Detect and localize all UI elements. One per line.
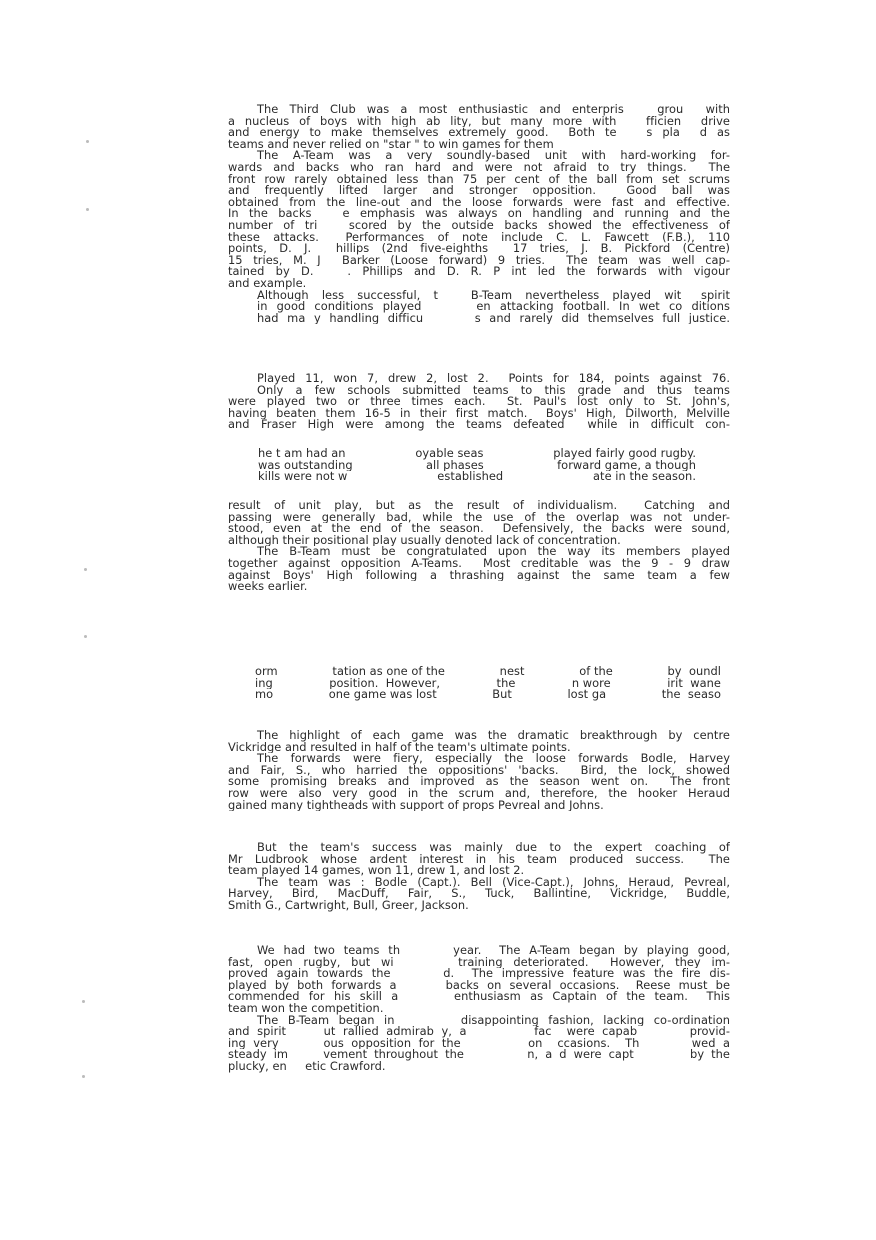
text-line: The team was : Bodle (Capt.). Bell (Vice-Capt.), Johns, Heraud, Pevreal,: [257, 876, 730, 889]
text-line: Only a few schools submitted teams to this grade and thus teams: [257, 384, 730, 397]
text-line: and Fraser High were among the teams defeated while in difficult con-: [228, 419, 730, 431]
text-line: team played 14 games, won 11, drew 1, and lost 2.: [228, 865, 525, 877]
fragment: the: [496, 677, 516, 690]
text-line: The Third Club was a most enthusiastic and enterpris grou with: [257, 104, 730, 116]
text-line: a nucleus of boys with high ab lity, but many more with fficien drive: [228, 115, 730, 128]
scan-speck: [82, 1000, 85, 1003]
scan-speck: [84, 635, 87, 638]
text-line: were played two or three times each. St. Paul's lost only to St. John's,: [228, 396, 730, 408]
fragment: was outstanding: [258, 459, 353, 472]
text-line: steady im vement throughout the n, a d were capt by the: [228, 1049, 730, 1061]
fragment: nest: [499, 666, 525, 678]
text-line: together against opposition A-Teams. Most creditable was the 9 - 9 draw: [228, 557, 730, 570]
fragment: n wore: [571, 677, 611, 690]
text-line: points, D. J. hillips (2nd five-eighths 17 tries, J. B. Pickford (Centre): [228, 243, 730, 255]
text-line: Smith G., Cartwright, Bull, Greer, Jackson.: [228, 899, 469, 912]
text-line: Mr Ludbrook whose ardent interest in his team produced success. The: [228, 853, 730, 866]
two-teams-report: [228, 945, 730, 1073]
text-line: some promising breaks and improved as the season went on. The front: [228, 776, 730, 788]
text-line: front row rarely obtained less than 75 per cent of the ball from set scrums: [228, 173, 730, 186]
text-line: ing very ous opposition for the on ccasions. Th wed a: [228, 1037, 730, 1050]
text-line: these attacks. Performances of note include C. L. Fawcett (F.B.), 110: [228, 231, 730, 244]
fragment: of the: [579, 666, 613, 678]
text-line: fast, open rugby, but wi training deteriorated. However, they im-: [228, 956, 730, 969]
scan-speck: [84, 568, 87, 571]
text-line: The B-Team began in disappointing fashion, lacking co-ordination: [257, 1014, 730, 1027]
text-line: The A-Team was a very soundly-based unit with hard-working for-: [257, 150, 730, 162]
text-line: team won the competition.: [228, 1002, 384, 1015]
team-coaching-report: [228, 842, 730, 912]
damaged-text-fragments: [258, 448, 696, 483]
fragment-row: [255, 689, 721, 701]
fragment: oyable seas: [415, 448, 484, 460]
text-line: and frequently lifted larger and stronger opposition. Good ball was: [228, 185, 730, 197]
text-line: commended for his skill a enthusiasm as Captain of the team. This: [228, 991, 730, 1003]
text-line: plucky, en etic Crawford.: [228, 1060, 386, 1073]
text-line: Played 11, won 7, drew 2, lost 2. Points for 184, points against 76.: [257, 373, 730, 385]
damaged-text-fragments: [255, 666, 721, 701]
text-line: obtained from the line-out and the loose forwards were fast and effective.: [228, 196, 730, 209]
text-line: having beaten them 16-5 in their first match. Boys' High, Dilworth, Melville: [228, 407, 730, 420]
text-line: and Fair, S., who harried the oppositions' 'backs. Bird, the lock, showed: [228, 764, 730, 777]
text-line: passing were generally bad, while the use of the overlap was not under-: [228, 511, 730, 524]
fragment: ing: [255, 677, 273, 690]
fragment-row: [258, 448, 696, 460]
text-line: stood, even at the end of the season. Defensively, the backs were sound,: [228, 523, 730, 535]
fragment: mo: [255, 689, 274, 701]
text-line: 15 tries, M. J Barker (Loose forward) 9 tries. The team was well cap-: [228, 254, 730, 267]
scan-speck: [86, 140, 89, 143]
text-line: in good conditions played en attacking football. In wet co ditions: [257, 301, 730, 313]
text-line: In the backs e emphasis was always on handling and running and the: [228, 208, 730, 220]
fragment: tation as one of the: [332, 666, 445, 678]
grade-results-continued: [228, 500, 730, 593]
fragment: one game was lost: [328, 689, 437, 701]
text-line: gained many tightheads with support of props Pevreal and Johns.: [228, 799, 604, 812]
scan-speck: [86, 208, 89, 211]
grade-results-report: [228, 373, 730, 431]
text-line: and energy to make themselves extremely good. Both te s pla d as: [228, 127, 730, 139]
text-line: The forwards were fiery, especially the loose forwards Bodle, Harvey: [257, 753, 730, 765]
third-club-report: [228, 104, 730, 324]
fragment: ate in the season.: [593, 471, 696, 483]
fragment: the seaso: [661, 689, 721, 701]
text-line: and example.: [228, 277, 307, 290]
fragment-row: [258, 471, 696, 483]
text-line: The highlight of each game was the dramatic breakthrough by centre: [257, 730, 730, 742]
fragment-row: [255, 678, 721, 690]
text-line: wards and backs who ran hard and were not afraid to try things. The: [228, 161, 730, 174]
fragment: he t am had an: [258, 448, 346, 460]
text-line: Vickridge and resulted in half of the team's ultimate points.: [228, 741, 571, 754]
text-line: result of unit play, but as the result of individualism. Catching and: [228, 500, 730, 512]
text-line: tained by D. . Phillips and D. R. P int led the forwards with vigour: [228, 266, 730, 278]
scan-speck: [82, 1075, 85, 1078]
fragment: position. However,: [329, 677, 441, 690]
text-line: We had two teams th year. The A-Team began by playing good,: [257, 945, 730, 957]
text-line: against Boys' High following a thrashing against the same team a few: [228, 569, 730, 582]
text-line: had ma y handling difficu s and rarely did themselves full justice.: [257, 312, 730, 325]
fragment: orm: [255, 666, 278, 678]
fragment-row: [258, 460, 696, 472]
text-line: played by both forwards a backs on several occasions. Reese must be: [228, 979, 730, 992]
text-line: row were also very good in the scrum and, therefore, the hooker Heraud: [228, 787, 730, 800]
season-highlights: [228, 730, 730, 811]
text-line: although their positional play usually denoted lack of concentration.: [228, 534, 621, 547]
fragment: forward game, a though: [557, 459, 696, 472]
fragment: established: [437, 471, 504, 483]
text-line: number of tri scored by the outside backs showed the effectiveness of: [228, 219, 730, 232]
fragment-row: [255, 666, 721, 678]
fragment: kills were not w: [258, 471, 348, 483]
text-line: teams and never relied on "star " to win games for them: [228, 138, 554, 151]
fragment: lost ga: [567, 689, 607, 701]
fragment: irit wane: [667, 677, 721, 690]
text-line: proved again towards the d. The impressive feature was the fire dis-: [228, 968, 730, 980]
fragment: by oundl: [667, 666, 721, 678]
text-line: But the team's success was mainly due to the expert coaching of: [257, 842, 730, 854]
fragment: all phases: [426, 459, 484, 472]
text-line: and spirit ut rallied admirab y, a fac were capab provid-: [228, 1026, 730, 1038]
text-line: The B-Team must be congratulated upon the way its members played: [257, 546, 730, 558]
fragment: played fairly good rugby.: [553, 448, 696, 460]
fragment: But: [492, 689, 512, 701]
text-line: Although less successful, t B-Team nevertheless played wit spirit: [257, 289, 730, 302]
text-line: weeks earlier.: [228, 581, 308, 593]
text-line: Harvey, Bird, MacDuff, Fair, S., Tuck, Ballintine, Vickridge, Buddle,: [228, 888, 730, 900]
